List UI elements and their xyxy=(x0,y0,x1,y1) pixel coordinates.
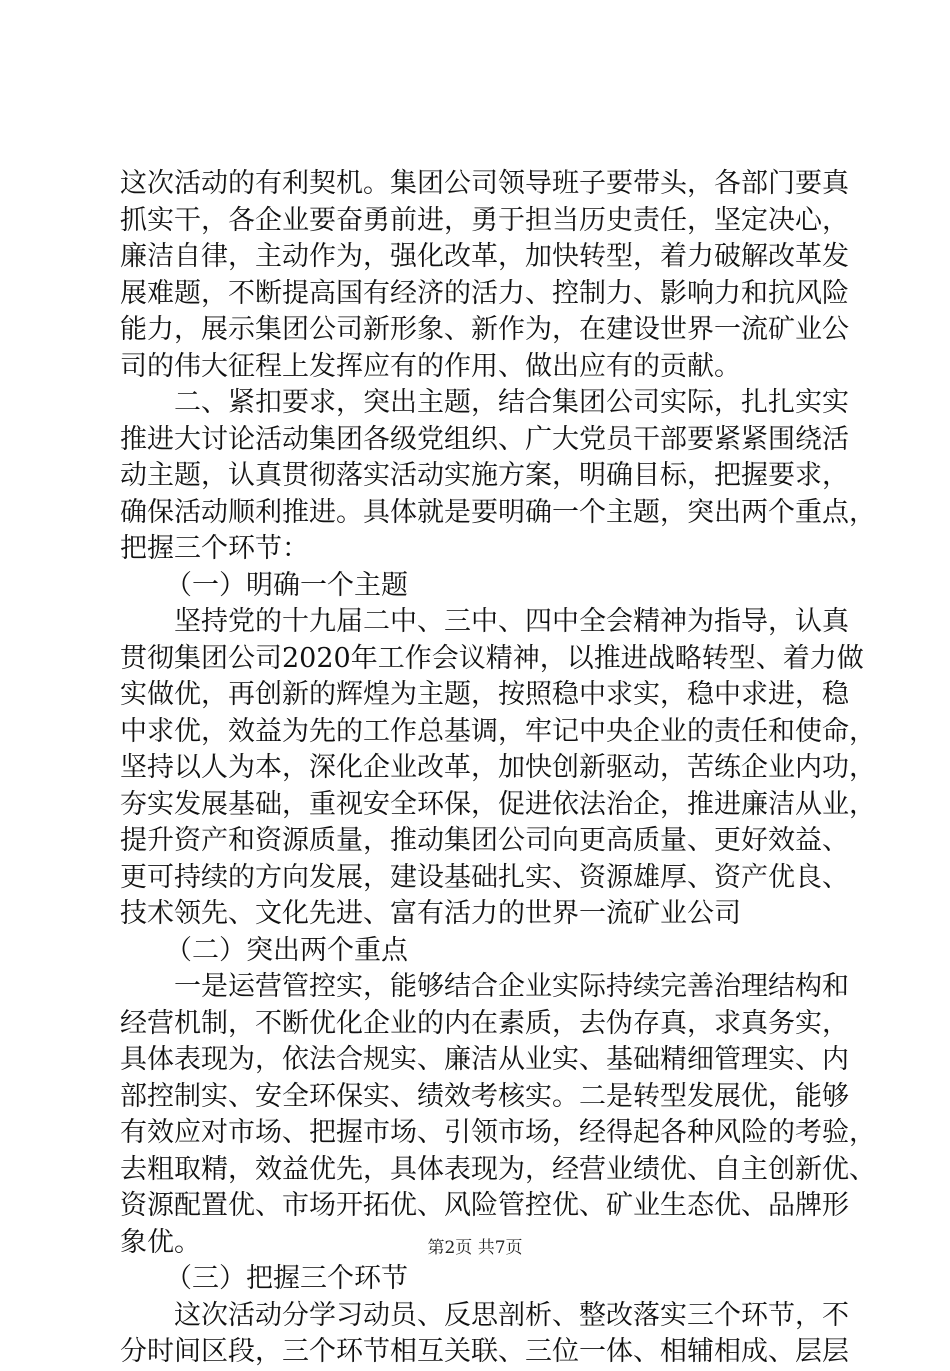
text-line: 中求优，效益为先的工作总基调，牢记中央企业的责任和使命， xyxy=(120,715,876,747)
text-line: 动主题，认真贯彻落实活动实施方案，明确目标，把握要求， xyxy=(120,460,849,491)
text-line: 经营机制，不断优化企业的内在素质，去伪存真，求真务实， xyxy=(120,1007,849,1039)
document-body xyxy=(120,166,876,1371)
text-line: 夯实发展基础，重视安全环保，促进依法治企，推进廉洁从业， xyxy=(120,788,876,820)
text-line: 实做优，再创新的辉煌为主题，按照稳中求实，稳中求进，稳 xyxy=(120,679,849,710)
text-line: 推进大讨论活动集团各级党组织、广大党员干部要紧紧围绕活 xyxy=(120,423,849,455)
text-line: 具体表现为，依法合规实、廉洁从业实、基础精细管理实、内 xyxy=(120,1044,849,1075)
text-line: 象优。 xyxy=(120,1226,201,1258)
text-line: 展难题，不断提高国有经济的活力、控制力、影响力和抗风险 xyxy=(120,277,849,309)
text-line: 能力，展示集团公司新形象、新作为，在建设世界一流矿业公 xyxy=(120,314,849,345)
text-line: 把握三个环节： xyxy=(120,533,309,564)
text-line: 二、紧扣要求，突出主题，结合集团公司实际，扎扎实实 xyxy=(174,387,849,418)
text-line: 技术领先、文化先进、富有活力的世界一流矿业公司 xyxy=(120,898,741,929)
text-line: 去粗取精，效益优先，具体表现为，经营业绩优、自主创新优、 xyxy=(120,1153,876,1185)
text-line: 部控制实、安全环保实、绩效考核实。二是转型发展优，能够 xyxy=(120,1080,849,1112)
text-line: 这次活动的有利契机。集团公司领导班子要带头，各部门要真 xyxy=(120,168,849,199)
text-line: 资源配置优、市场开拓优、风险管控优、矿业生态优、品牌形 xyxy=(120,1190,849,1221)
text-line: 分时间区段，三个环节相互关联、三位一体、相辅相成、层层 xyxy=(120,1336,849,1367)
text-line: 提升资产和资源质量，推动集团公司向更高质量、更好效益、 xyxy=(120,825,849,856)
text-line: 一是运营管控实，能够结合企业实际持续完善治理结构和 xyxy=(174,971,849,1002)
text-line: 确保活动顺利推进。具体就是要明确一个主题，突出两个重点， xyxy=(120,496,876,528)
text-line: 抓实干，各企业要奋勇前进，勇于担当历史责任，坚定决心， xyxy=(120,204,849,236)
text-line: 司的伟大征程上发挥应有的作用、做出应有的贡献。 xyxy=(120,350,741,382)
text-line: 坚持党的十九届二中、三中、四中全会精神为指导，认真 xyxy=(174,606,849,637)
section-heading: （三）把握三个环节 xyxy=(165,1263,408,1294)
text-line: 贯彻集团公司2020年工作会议精神，以推进战略转型、着力做 xyxy=(120,642,864,674)
text-line: 坚持以人为本，深化企业改革，加快创新驱动，苦练企业内功， xyxy=(120,752,876,783)
section-heading: （一）明确一个主题 xyxy=(165,569,408,601)
section-heading: （二）突出两个重点 xyxy=(165,934,408,966)
text-line: 有效应对市场、把握市场、引领市场，经得起各种风险的考验， xyxy=(120,1117,876,1148)
text-line: 这次活动分学习动员、反思剖析、整改落实三个环节，不 xyxy=(174,1299,849,1331)
text-line: 更可持续的方向发展，建设基础扎实、资源雄厚、资产优良、 xyxy=(120,861,849,893)
text-line: 廉洁自律，主动作为，强化改革，加快转型，着力破解改革发 xyxy=(120,241,849,272)
page-footer: 第2页 共7页 xyxy=(427,1238,523,1258)
